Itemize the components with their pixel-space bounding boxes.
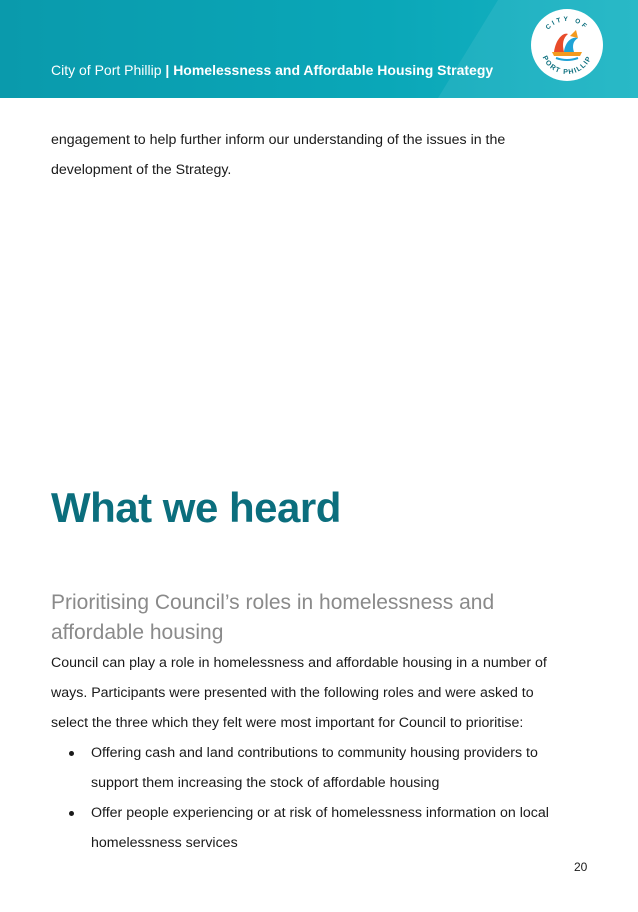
list-item-line: homelessness services xyxy=(91,835,238,851)
intro-paragraph xyxy=(51,125,591,185)
list-item-line: Offer people experiencing or at risk of homelessness information on local xyxy=(91,805,549,821)
body-line: ways. Participants were presented with the following roles and were asked to xyxy=(51,685,534,701)
list-item-line: support them increasing the stock of affordable housing xyxy=(91,775,440,791)
section-heading: What we heard xyxy=(51,484,341,531)
page-header xyxy=(0,0,638,98)
list-item-line: Offering cash and land contributions to community housing providers to xyxy=(91,745,538,761)
list-item xyxy=(51,738,596,798)
svg-text:CITY OF: CITY OF xyxy=(544,15,590,32)
svg-text:PORT PHILLIP: PORT PHILLIP xyxy=(540,54,594,77)
list-item xyxy=(51,798,596,858)
bullet-icon xyxy=(69,811,74,816)
subheading-line: affordable housing xyxy=(51,621,224,644)
roles-list xyxy=(51,738,596,858)
header-title xyxy=(51,62,493,78)
body-line: select the three which they felt were most important for Council to prioritise: xyxy=(51,715,524,731)
subheading-line: Prioritising Council’s roles in homelessness and xyxy=(51,591,495,614)
port-phillip-logo xyxy=(530,8,604,82)
body-paragraph xyxy=(51,648,591,738)
page-number: 20 xyxy=(574,860,588,874)
intro-line: engagement to help further inform our understanding of the issues in the xyxy=(51,132,506,148)
header-document-title: Homelessness and Affordable Housing Strategy xyxy=(173,62,494,78)
intro-line: development of the Strategy. xyxy=(51,162,232,178)
header-separator: | xyxy=(165,62,170,78)
bullet-icon xyxy=(69,751,74,756)
body-line: Council can play a role in homelessness and affordable housing in a number of xyxy=(51,655,547,671)
subheading xyxy=(51,588,591,648)
header-org: City of Port Phillip xyxy=(51,62,162,78)
